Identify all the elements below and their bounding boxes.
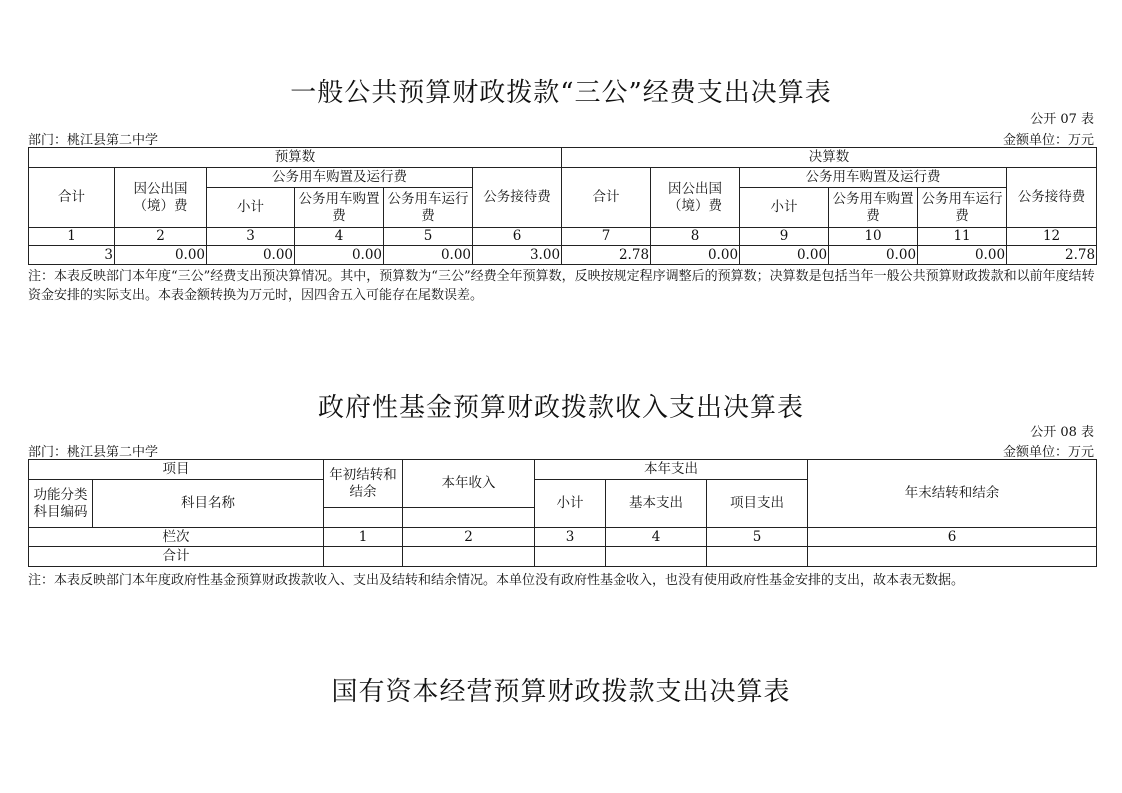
basic-expense-header: 基本支出	[606, 480, 707, 528]
function-code-header: 功能分类科目编码	[29, 480, 93, 528]
column-number: 10	[829, 228, 918, 246]
subject-name-header: 科目名称	[93, 480, 324, 528]
table1-note: 注：本表反映部门本年度“三公”经费支出预决算情况。其中，预算数为“三公”经费全年预算数，反映按规定程序调整后的预算数；决算数是包括当年一般公共预算财政拨款和以前年度结转资金安排的实际支出。本表金额转换为万元时，因四舍五入可能存在尾数误差。	[28, 269, 1095, 303]
column-number: 9	[740, 228, 829, 246]
final-abroad-header: 因公出国（境）费	[651, 168, 740, 228]
value-cell: 2.78	[1007, 246, 1097, 265]
income-header: 本年收入	[403, 460, 535, 508]
column-number: 5	[707, 528, 808, 547]
three-public-expense-table	[28, 147, 1097, 265]
column-number: 7	[562, 228, 651, 246]
expense-subtotal-header: 小计	[535, 480, 606, 528]
gov-fund-table	[28, 459, 1097, 567]
budget-car-buy-header: 公务用车购置费	[295, 188, 384, 228]
table3-title: 国有资本经营预算财政拨款支出决算表	[331, 677, 791, 707]
end-balance-header: 年末结转和结余	[808, 460, 1097, 528]
budget-subtotal-header: 小计	[207, 188, 295, 228]
value-cell: 3	[29, 246, 115, 265]
column-number: 6	[473, 228, 562, 246]
empty-cell	[324, 547, 403, 567]
value-cell: 0.00	[829, 246, 918, 265]
table1-department: 部门：桃江县第二中学	[28, 133, 159, 148]
final-subtotal-header: 小计	[740, 188, 829, 228]
column-number: 5	[384, 228, 473, 246]
final-car-run-header: 公务用车运行费	[918, 188, 1007, 228]
empty-cell	[403, 547, 535, 567]
column-number: 4	[295, 228, 384, 246]
begin-balance-spacer	[324, 508, 403, 528]
begin-balance-header: 年初结转和结余	[324, 460, 403, 508]
column-number: 12	[1007, 228, 1097, 246]
table1-unit: 金额单位：万元	[1002, 133, 1094, 148]
empty-cell	[606, 547, 707, 567]
income-spacer	[403, 508, 535, 528]
column-number: 2	[403, 528, 535, 547]
final-total-header: 合计	[562, 168, 651, 228]
value-cell: 0.00	[207, 246, 295, 265]
column-number: 1	[29, 228, 115, 246]
table2-department: 部门：桃江县第二中学	[28, 445, 159, 460]
table2-code: 公开 08 表	[1030, 425, 1094, 440]
value-cell: 0.00	[115, 246, 207, 265]
column-number: 11	[918, 228, 1007, 246]
table2-title: 政府性基金预算财政拨款收入支出决算表	[317, 393, 804, 423]
budget-total-header: 合计	[29, 168, 115, 228]
value-cell: 2.78	[562, 246, 651, 265]
final-header: 决算数	[562, 148, 1097, 168]
expense-header: 本年支出	[535, 460, 808, 480]
project-expense-header: 项目支出	[707, 480, 808, 528]
budget-header: 预算数	[29, 148, 562, 168]
value-cell: 0.00	[918, 246, 1007, 265]
column-number: 3	[535, 528, 606, 547]
table1-code: 公开 07 表	[1030, 112, 1094, 127]
table2-note: 注：本表反映部门本年度政府性基金预算财政拨款收入、支出及结转和结余情况。本单位没有政府性基金收入，也没有使用政府性基金安排的支出，故本表无数据。	[28, 573, 965, 588]
value-cell: 3.00	[473, 246, 562, 265]
table2-unit: 金额单位：万元	[1002, 445, 1094, 460]
column-number: 4	[606, 528, 707, 547]
empty-cell	[808, 547, 1097, 567]
column-number: 1	[324, 528, 403, 547]
value-cell: 0.00	[295, 246, 384, 265]
final-car-group-header: 公务用车购置及运行费	[740, 168, 1007, 188]
final-reception-header: 公务接待费	[1007, 168, 1097, 228]
value-cell: 0.00	[384, 246, 473, 265]
budget-reception-header: 公务接待费	[473, 168, 562, 228]
empty-cell	[707, 547, 808, 567]
column-number: 3	[207, 228, 295, 246]
table1-title: 一般公共预算财政拨款“三公”经费支出决算表	[290, 78, 832, 108]
value-cell: 0.00	[651, 246, 740, 265]
budget-car-group-header: 公务用车购置及运行费	[207, 168, 473, 188]
column-number: 2	[115, 228, 207, 246]
column-number: 6	[808, 528, 1097, 547]
column-label: 栏次	[29, 528, 324, 547]
empty-cell	[535, 547, 606, 567]
item-header: 项目	[29, 460, 324, 480]
final-car-buy-header: 公务用车购置费	[829, 188, 918, 228]
value-cell: 0.00	[740, 246, 829, 265]
total-row-label: 合计	[29, 547, 324, 567]
budget-car-run-header: 公务用车运行费	[384, 188, 473, 228]
column-number: 8	[651, 228, 740, 246]
budget-abroad-header: 因公出国（境）费	[115, 168, 207, 228]
